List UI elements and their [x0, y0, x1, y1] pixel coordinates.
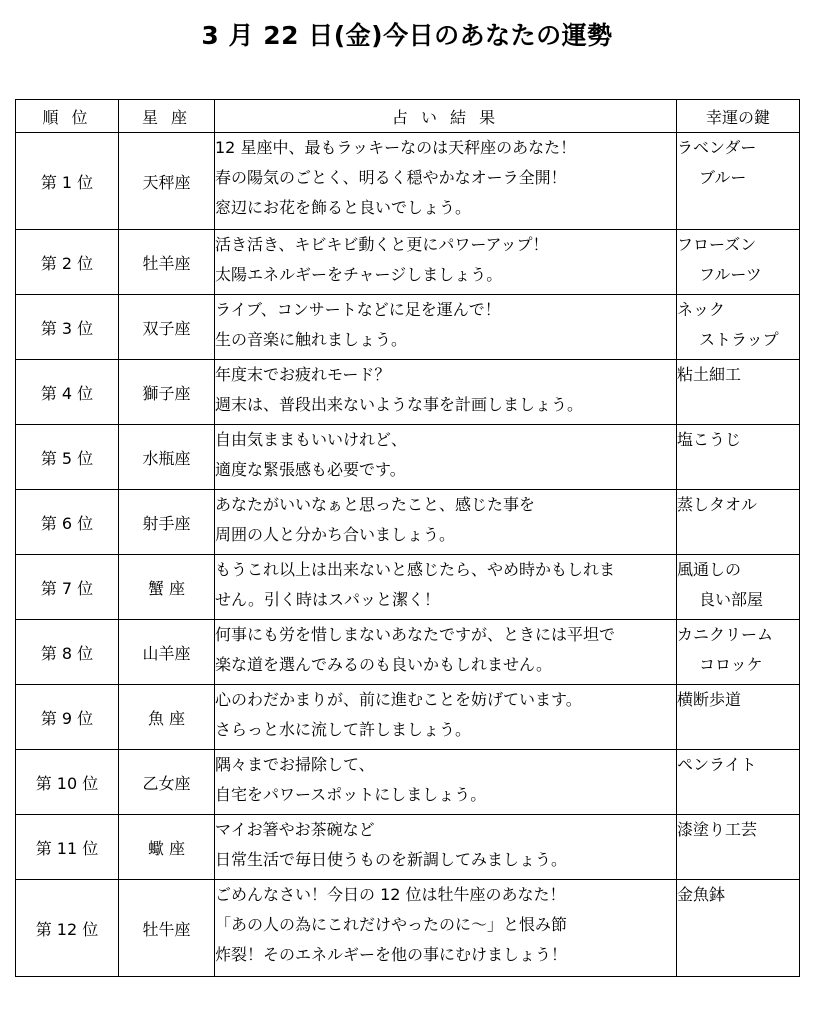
- lucky-key-line: 粘土細工: [677, 365, 742, 384]
- rank-cell: 第 1 位: [16, 133, 119, 230]
- lucky-key-line: ストラップ: [699, 330, 779, 349]
- lucky-key-cell: [677, 750, 800, 815]
- sign-cell: 牡羊座: [119, 230, 215, 295]
- sign-cell: 天秤座: [119, 133, 215, 230]
- result-line: 隅々までお掃除して、: [215, 755, 375, 774]
- result-line: せん。引く時はスパッと潔く！: [215, 590, 440, 609]
- table-row: [16, 815, 800, 880]
- result-line: 楽な道を選んでみるのも良いかもしれません。: [215, 655, 552, 674]
- result-line: 生の音楽に触れましょう。: [215, 330, 408, 349]
- lucky-key-cell: [677, 230, 800, 295]
- result-line: 適度な緊張感も必要です。: [215, 460, 406, 479]
- lucky-key-line: ペンライト: [677, 755, 757, 774]
- lucky-key-line: 金魚鉢: [677, 885, 726, 904]
- table-row: [16, 230, 800, 295]
- table-row: [16, 880, 800, 977]
- lucky-key-line: フルーツ: [699, 265, 762, 284]
- lucky-key-cell: [677, 295, 800, 360]
- rank-cell: 第 2 位: [16, 230, 119, 295]
- result-line: 自宅をパワースポットにしましょう。: [215, 785, 487, 804]
- lucky-key-cell: [677, 555, 800, 620]
- table-row: [16, 425, 800, 490]
- result-line: 心のわだかまりが、前に進むことを妨げています。: [215, 690, 582, 709]
- rank-cell: 第 11 位: [16, 815, 119, 880]
- result-line: さらっと水に流して許しましょう。: [215, 720, 472, 739]
- result-line: 年度末でお疲れモード？: [215, 365, 391, 384]
- lucky-key-line: 漆塗り工芸: [677, 820, 758, 839]
- sign-cell: 蠍 座: [119, 815, 215, 880]
- lucky-key-line: ブルー: [699, 168, 747, 187]
- table-row: [16, 620, 800, 685]
- lucky-key-cell: [677, 425, 800, 490]
- table-row: [16, 685, 800, 750]
- result-line: ごめんなさい！今日の 12 位は牡牛座のあなた！: [215, 885, 566, 904]
- result-cell: [215, 620, 677, 685]
- sign-cell: 牡牛座: [119, 880, 215, 977]
- result-line: 周囲の人と分かち合いましょう。: [215, 525, 456, 544]
- result-cell: [215, 230, 677, 295]
- result-cell: [215, 295, 677, 360]
- result-cell: [215, 555, 677, 620]
- rank-cell: 第 9 位: [16, 685, 119, 750]
- lucky-key-line: 蒸しタオル: [677, 495, 758, 514]
- lucky-key-cell: [677, 815, 800, 880]
- result-line: 自由気ままもいいけれど、: [215, 430, 408, 449]
- result-line: 「あの人の為にこれだけやったのに～」と恨み節: [215, 915, 568, 934]
- result-cell: [215, 750, 677, 815]
- lucky-key-line: コロッケ: [699, 655, 763, 674]
- lucky-key-line: 良い部屋: [699, 590, 764, 609]
- result-line: 春の陽気のごとく、明るく穏やかなオーラ全開！: [215, 168, 567, 187]
- header-sign: 星 座: [119, 100, 215, 133]
- table-row: [16, 490, 800, 555]
- table-body: [16, 133, 800, 977]
- result-line: 炸裂！そのエネルギーを他の事にむけましょう！: [215, 945, 568, 964]
- table-row: [16, 295, 800, 360]
- result-cell: [215, 815, 677, 880]
- sign-cell: 魚 座: [119, 685, 215, 750]
- rank-cell: 第 4 位: [16, 360, 119, 425]
- result-line: 12 星座中、最もラッキーなのは天秤座のあなた！: [215, 138, 577, 157]
- result-line: 週末は、普段出来ないような事を計画しましょう。: [215, 395, 584, 414]
- result-line: 何事にも労を惜しまないあなたですが、ときには平坦で: [215, 625, 616, 644]
- lucky-key-cell: [677, 133, 800, 230]
- rank-cell: 第 7 位: [16, 555, 119, 620]
- lucky-key-line: ラベンダー: [677, 138, 757, 157]
- sign-cell: 獅子座: [119, 360, 215, 425]
- header-rank: 順 位: [16, 100, 119, 133]
- lucky-key-cell: [677, 685, 800, 750]
- result-line: 活き活き、キビキビ動くと更にパワーアップ！: [215, 235, 549, 254]
- lucky-key-cell: [677, 620, 800, 685]
- lucky-key-line: ネック: [677, 300, 726, 319]
- result-line: マイお箸やお茶碗など: [215, 820, 375, 839]
- lucky-key-line: カニクリーム: [677, 625, 774, 644]
- rank-cell: 第 12 位: [16, 880, 119, 977]
- result-cell: [215, 133, 677, 230]
- sign-cell: 双子座: [119, 295, 215, 360]
- rank-cell: 第 10 位: [16, 750, 119, 815]
- result-line: 窓辺にお花を飾ると良いでしょう。: [215, 198, 472, 217]
- sign-cell: 山羊座: [119, 620, 215, 685]
- result-cell: [215, 490, 677, 555]
- rank-cell: 第 6 位: [16, 490, 119, 555]
- header-result: 占 い 結 果: [215, 100, 677, 133]
- table-row: [16, 555, 800, 620]
- result-cell: [215, 880, 677, 977]
- page-title: 3 月 22 日(金)今日のあなたの運勢: [201, 21, 613, 50]
- result-cell: [215, 425, 677, 490]
- rank-cell: 第 8 位: [16, 620, 119, 685]
- result-cell: [215, 360, 677, 425]
- rank-cell: 第 3 位: [16, 295, 119, 360]
- result-line: あなたがいいなぁと思ったこと、感じた事を: [215, 495, 536, 514]
- table-row: [16, 133, 800, 230]
- sign-cell: 水瓶座: [119, 425, 215, 490]
- sign-cell: 蟹 座: [119, 555, 215, 620]
- lucky-key-cell: [677, 360, 800, 425]
- lucky-key-line: 塩こうじ: [677, 430, 742, 449]
- fortune-table: [15, 99, 800, 977]
- table-row: [16, 750, 800, 815]
- lucky-key-line: フローズン: [677, 235, 757, 254]
- header-row: [16, 100, 800, 133]
- rank-cell: 第 5 位: [16, 425, 119, 490]
- result-cell: [215, 685, 677, 750]
- result-line: 日常生活で毎日使うものを新調してみましょう。: [215, 850, 568, 869]
- result-line: ライブ、コンサートなどに足を運んで！: [215, 300, 501, 319]
- result-line: もうこれ以上は出来ないと感じたら、やめ時かもしれま: [215, 560, 616, 579]
- lucky-key-line: 風通しの: [677, 560, 742, 579]
- sign-cell: 乙女座: [119, 750, 215, 815]
- result-line: 太陽エネルギーをチャージしましょう。: [215, 265, 503, 284]
- lucky-key-cell: [677, 490, 800, 555]
- lucky-key-cell: [677, 880, 800, 977]
- sign-cell: 射手座: [119, 490, 215, 555]
- header-lucky-key: 幸運の鍵: [677, 100, 800, 133]
- table-row: [16, 360, 800, 425]
- lucky-key-line: 横断歩道: [677, 690, 742, 709]
